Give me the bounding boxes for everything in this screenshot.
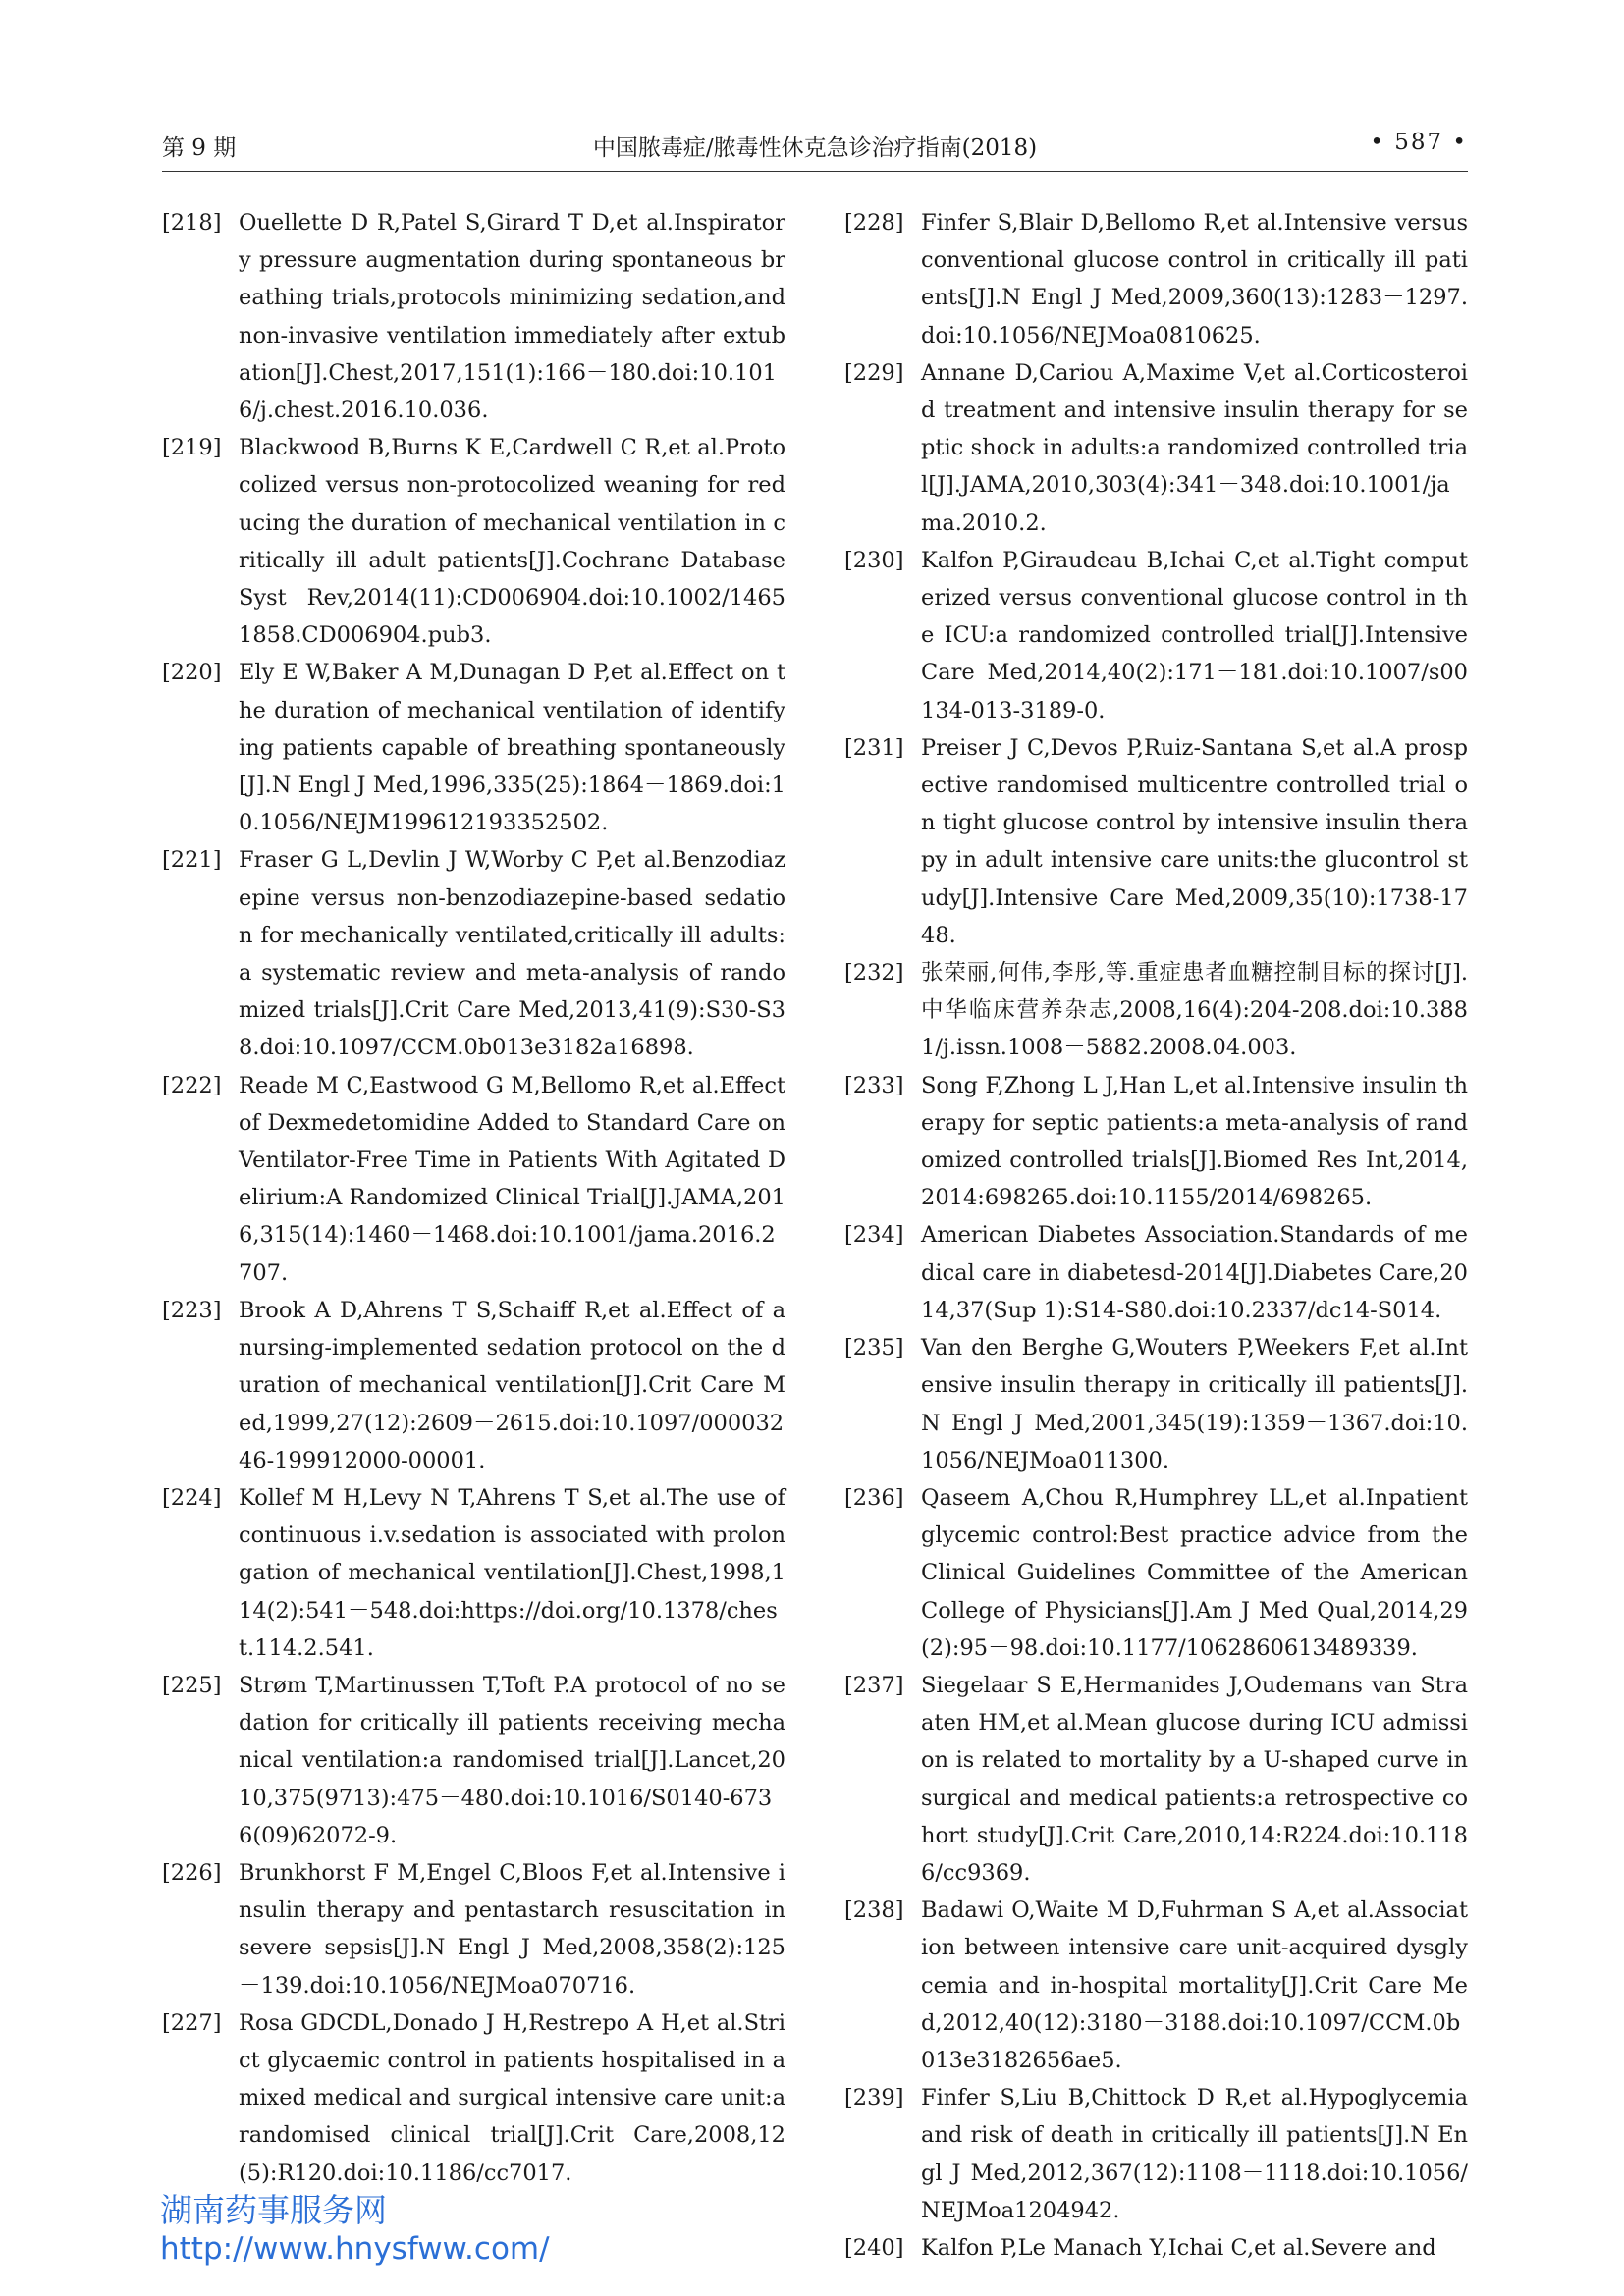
reference-entry bbox=[162, 1854, 785, 2004]
reference-text: Finfer S,Liu B,Chittock D R,et al.Hypoglycemia and risk of death in critically ill patients[J].N Engl J Med,2012,367(12):1108－1118.doi:10.1056/NEJMoa1204942. bbox=[921, 2085, 1468, 2223]
reference-number: [238] bbox=[844, 1897, 904, 1924]
reference-text: Siegelaar S E,Hermanides J,Oudemans van Straaten HM,et al.Mean glucose during ICU admission is related to mortality by a U-shaped curve in surgical and medical patients:a retrospective cohort study[J].Crit Care,2010,14:R224.doi:10.1186/cc9369. bbox=[921, 1672, 1468, 1886]
reference-entry bbox=[844, 2079, 1468, 2229]
reference-text: Kalfon P,Le Manach Y,Ichai C,et al.Severe and bbox=[921, 2234, 1436, 2261]
reference-entry bbox=[162, 654, 785, 841]
issue-number: 第 9 期 bbox=[162, 135, 237, 161]
reference-entry bbox=[844, 1329, 1468, 1479]
reference-entry bbox=[162, 204, 785, 429]
reference-entry bbox=[162, 1667, 785, 1854]
reference-entry bbox=[844, 1216, 1468, 1329]
reference-entry bbox=[162, 2004, 785, 2192]
reference-entry bbox=[844, 204, 1468, 354]
reference-text: Song F,Zhong L J,Han L,et al.Intensive insulin therapy for septic patients:a meta-analysis of randomized controlled trials[J].Biomed Res Int,2014,2014:698265.doi:10.1155/2014/698265. bbox=[921, 1072, 1468, 1211]
reference-number: [224] bbox=[162, 1484, 222, 1511]
reference-number: [231] bbox=[844, 734, 904, 761]
reference-entry bbox=[162, 1067, 785, 1292]
reference-number: [219] bbox=[162, 435, 222, 461]
reference-number: [233] bbox=[844, 1072, 904, 1098]
reference-number: [236] bbox=[844, 1484, 904, 1511]
journal-title: 中国脓毒症/脓毒性休克急诊治疗指南(2018) bbox=[592, 135, 1038, 161]
reference-text: Qaseem A,Chou R,Humphrey LL,et al.Inpatient glycemic control:Best practice advice from the Clinical Guidelines Committee of the American College of Physicians[J].Am J Med Qual,2014,29(2):95－98.doi:10.1177/1062860613489339. bbox=[921, 1484, 1468, 1661]
reference-entry bbox=[844, 2229, 1468, 2267]
reference-number: [223] bbox=[162, 1297, 222, 1323]
reference-number: [220] bbox=[162, 660, 222, 686]
reference-entry bbox=[844, 1067, 1468, 1217]
reference-number: [222] bbox=[162, 1072, 222, 1098]
reference-text: Ouellette D R,Patel S,Girard T D,et al.Inspiratory pressure augmentation during spontaneous breathing trials,protocols minimizing sedation,and non-invasive ventilation immediately after extubation[J].Chest,2017,151(1):166－180.doi:10.1016/j.chest.2016.10.036. bbox=[239, 210, 785, 424]
reference-text: Finfer S,Blair D,Bellomo R,et al.Intensive versus conventional glucose control in critically ill patients[J].N Engl J Med,2009,360(13):1283－1297.doi:10.1056/NEJMoa0810625. bbox=[921, 210, 1468, 348]
reference-text: Fraser G L,Devlin J W,Worby C P,et al.Benzodiazepine versus non-benzodiazepine-based sedation for mechanically ventilated,critically ill adults:a systematic review and meta-analysis of randomized trials[J].Crit Care Med,2013,41(9):S30-S38.doi:10.1097/CCM.0b013e3182a16898. bbox=[239, 847, 785, 1061]
site-watermark bbox=[160, 2191, 550, 2268]
reference-number: [218] bbox=[162, 210, 222, 236]
reference-text: Reade M C,Eastwood G M,Bellomo R,et al.Effect of Dexmedetomidine Added to Standard Care on Ventilator-Free Time in Patients With Agitated Delirium:A Randomized Clinical Trial[J].JAMA,2016,315(14):1460－1468.doi:10.1001/jama.2016.2707. bbox=[239, 1072, 785, 1286]
reference-text: Brunkhorst F M,Engel C,Bloos F,et al.Intensive insulin therapy and pentastarch resuscitation in severe sepsis[J].N Engl J Med,2008,358(2):125－139.doi:10.1056/NEJMoa070716. bbox=[239, 1859, 785, 1999]
reference-text: 张荣丽,何伟,李彤,等.重症患者血糖控制目标的探讨[J].中华临床营养杂志,2008,16(4):204-208.doi:10.3881/j.issn.1008－5882.2008.04.003. bbox=[921, 960, 1468, 1061]
reference-number: [234] bbox=[844, 1222, 904, 1249]
reference-number: [235] bbox=[844, 1335, 904, 1362]
reference-text: Van den Berghe G,Wouters P,Weekers F,et al.Intensive insulin therapy in critically ill patients[J].N Engl J Med,2001,345(19):1359－1367.doi:10.1056/NEJMoa011300. bbox=[921, 1335, 1468, 1473]
reference-text: Ely E W,Baker A M,Dunagan D P,et al.Effect on the duration of mechanical ventilation of identifying patients capable of breathing spontaneously[J].N Engl J Med,1996,335(25):1864－1869.doi:10.1056/NEJM199612193352502. bbox=[239, 660, 785, 836]
page-number: • 587 • bbox=[1370, 130, 1468, 155]
reference-number: [230] bbox=[844, 547, 904, 573]
reference-number: [240] bbox=[844, 2234, 904, 2261]
reference-entry bbox=[844, 729, 1468, 954]
reference-number: [237] bbox=[844, 1672, 904, 1698]
watermark-url-link[interactable]: http://www.hnysfww.com/ bbox=[160, 2231, 550, 2267]
reference-text: Annane D,Cariou A,Maxime V,et al.Corticosteroid treatment and intensive insulin therapy for septic shock in adults:a randomized controlled trial[J].JAMA,2010,303(4):341－348.doi:10.1001/jama.2010.2. bbox=[921, 359, 1468, 536]
header-rule bbox=[162, 171, 1468, 172]
reference-number: [225] bbox=[162, 1672, 222, 1698]
reference-column-left bbox=[162, 204, 785, 2192]
reference-text: Brook A D,Ahrens T S,Schaiff R,et al.Effect of a nursing-implemented sedation protocol on the duration of mechanical ventilation[J].Crit Care Med,1999,27(12):2609－2615.doi:10.1097/00003246-199912000-00001. bbox=[239, 1297, 785, 1473]
reference-text: Blackwood B,Burns K E,Cardwell C R,et al.Protocolized versus non-protocolized weaning for reducing the duration of mechanical ventilation in critically ill adult patients[J].Cochrane Database Syst Rev,2014(11):CD006904.doi:10.1002/14651858.CD006904.pub3. bbox=[239, 435, 785, 649]
reference-text: Kalfon P,Giraudeau B,Ichai C,et al.Tight computerized versus conventional glucose control in the ICU:a randomized controlled trial[J].Intensive Care Med,2014,40(2):171－181.doi:10.1007/s00134-013-3189-0. bbox=[921, 547, 1468, 723]
reference-number: [226] bbox=[162, 1859, 222, 1886]
watermark-site-name: 湖南药事服务网 bbox=[160, 2191, 387, 2229]
reference-entry bbox=[162, 841, 785, 1066]
reference-number: [229] bbox=[844, 359, 904, 386]
reference-text: American Diabetes Association.Standards of medical care in diabetesd-2014[J].Diabetes Care,2014,37(Sup 1):S14-S80.doi:10.2337/dc14-S014. bbox=[921, 1222, 1468, 1323]
reference-number: [239] bbox=[844, 2085, 904, 2111]
reference-entry bbox=[844, 1479, 1468, 1667]
reference-text: Strøm T,Martinussen T,Toft P.A protocol of no sedation for critically ill patients receiving mechanical ventilation:a randomised trial[J].Lancet,2010,375(9713):475－480.doi:10.1016/S0140-6736(09)62072-9. bbox=[239, 1672, 785, 1848]
reference-entry bbox=[162, 1292, 785, 1479]
reference-entry bbox=[844, 954, 1468, 1067]
reference-number: [228] bbox=[844, 210, 904, 236]
reference-entry bbox=[844, 1667, 1468, 1892]
reference-text: Rosa GDCDL,Donado J H,Restrepo A H,et al.Strict glycaemic control in patients hospitalised in a mixed medical and surgical intensive care unit:a randomised clinical trial[J].Crit Care,2008,12(5):R120.doi:10.1186/cc7017. bbox=[239, 2009, 785, 2186]
reference-text: Kollef M H,Levy N T,Ahrens T S,et al.The use of continuous i.v.sedation is associated with prolongation of mechanical ventilation[J].Chest,1998,114(2):541－548.doi:https://doi.org/10.1378/chest.114.2.541. bbox=[239, 1484, 785, 1661]
reference-entry bbox=[844, 354, 1468, 542]
reference-entry bbox=[844, 542, 1468, 729]
reference-entry bbox=[162, 1479, 785, 1667]
reference-column-right bbox=[844, 204, 1468, 2267]
reference-number: [221] bbox=[162, 847, 222, 874]
reference-text: Preiser J C,Devos P,Ruiz-Santana S,et al.A prospective randomised multicentre controlled trial on tight glucose control by intensive insulin therapy in adult intensive care units:the glucontrol study[J].Intensive Care Med,2009,35(10):1738-1748. bbox=[921, 734, 1468, 948]
reference-entry bbox=[844, 1892, 1468, 2079]
reference-number: [227] bbox=[162, 2009, 222, 2036]
reference-number: [232] bbox=[844, 960, 904, 987]
page-header bbox=[162, 126, 1468, 169]
reference-entry bbox=[162, 429, 785, 654]
reference-text: Badawi O,Waite M D,Fuhrman S A,et al.Association between intensive care unit-acquired dysglycemia and in-hospital mortality[J].Crit Care Med,2012,40(12):3180－3188.doi:10.1097/CCM.0b013e3182656ae5. bbox=[921, 1897, 1468, 2073]
